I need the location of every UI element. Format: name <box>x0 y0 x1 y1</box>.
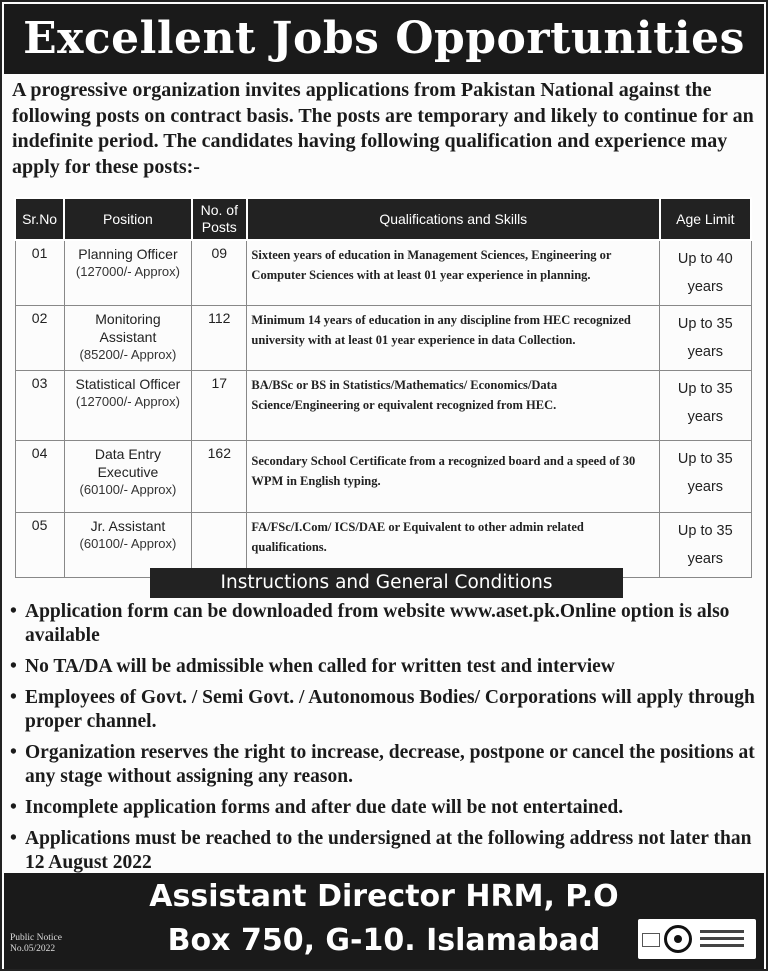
address-line1: Assistant Director HRM, P.O <box>149 879 619 914</box>
age-line2: years <box>687 344 724 360</box>
list-item <box>10 686 760 734</box>
conditions-list <box>10 600 760 882</box>
position-salary: (127000/- Approx) <box>75 264 180 279</box>
list-item <box>10 600 760 648</box>
row-qualification: Secondary School Certificate from a recognized board and a speed of 30 WPM in English typing. <box>247 441 660 513</box>
logo-text-icon <box>700 930 744 951</box>
age-line1: Up to 40 <box>677 251 733 267</box>
row-sr: 02 <box>15 306 64 371</box>
position-title: Statistical Officer <box>75 376 181 392</box>
list-item <box>10 796 760 820</box>
position-title: Jr. Assistant <box>90 518 166 534</box>
table-row <box>15 441 751 513</box>
age-line2: years <box>687 279 724 295</box>
condition-text: Applications must be reached to the undersigned at the following address not later than 12 August 2022 <box>25 828 752 873</box>
organization-logo-icon <box>638 919 756 959</box>
bullet-icon: • <box>10 656 17 677</box>
public-notice-no: No.05/2022 <box>10 944 56 954</box>
table-row <box>15 371 751 441</box>
position-salary: (60100/- Approx) <box>79 482 177 497</box>
row-age-limit <box>660 513 751 578</box>
public-notice-label: Public Notice <box>10 933 62 943</box>
header-posts-line1: No. of <box>200 202 238 218</box>
row-qualification: BA/BSc or BS in Statistics/Mathematics/ Economics/Data Science/Engineering or equivalent recognized from HEC. <box>247 371 660 441</box>
page-title: Excellent Jobs Opportunities <box>4 4 764 74</box>
row-qualification: Sixteen years of education in Management Sciences, Engineering or Computer Sciences with at least 01 year experience in planning. <box>247 240 660 306</box>
row-position <box>64 371 192 441</box>
header-sr: Sr.No <box>15 198 64 240</box>
row-age-limit <box>660 441 751 513</box>
condition-text: Organization reserves the right to increase, decrease, postpone or cancel the positions at any stage without assigning any reason. <box>25 742 755 787</box>
position-salary: (85200/- Approx) <box>79 347 177 362</box>
bullet-icon: • <box>10 687 17 708</box>
emblem-icon <box>642 933 660 947</box>
table-header-row <box>15 198 751 240</box>
row-age-limit <box>660 371 751 441</box>
instructions-heading: Instructions and General Conditions <box>150 568 623 598</box>
address-line2: Box 750, G-10. Islamabad <box>167 923 601 958</box>
bullet-icon: • <box>10 601 17 622</box>
position-title: Planning Officer <box>78 246 178 262</box>
row-sr: 03 <box>15 371 64 441</box>
age-line1: Up to 35 <box>677 451 733 467</box>
row-sr: 05 <box>15 513 64 578</box>
bullet-icon: • <box>10 797 17 818</box>
row-sr: 01 <box>15 240 64 306</box>
header-position: Position <box>64 198 192 240</box>
logo-mark-icon <box>664 925 692 953</box>
age-line1: Up to 35 <box>677 523 733 539</box>
jobs-table <box>14 197 752 578</box>
row-sr: 04 <box>15 441 64 513</box>
bullet-icon: • <box>10 742 17 763</box>
row-posts: 09 <box>192 240 247 306</box>
age-line1: Up to 35 <box>677 381 733 397</box>
list-item <box>10 741 760 789</box>
row-age-limit <box>660 306 751 371</box>
position-title: Data Entry Executive <box>94 446 162 480</box>
row-posts: 17 <box>192 371 247 441</box>
row-position <box>64 306 192 371</box>
position-salary: (60100/- Approx) <box>79 536 177 551</box>
age-line2: years <box>687 479 724 495</box>
row-posts: 112 <box>192 306 247 371</box>
row-position <box>64 240 192 306</box>
address-footer <box>4 873 764 969</box>
bullet-icon: • <box>10 828 17 849</box>
row-position <box>64 441 192 513</box>
row-qualification: FA/FSc/I.Com/ ICS/DAE or Equivalent to other admin related qualifications. <box>247 513 660 578</box>
header-age-limit: Age Limit <box>660 198 751 240</box>
intro-paragraph: A progressive organization invites applications from Pakistan National against the following posts on contract basis. The posts are temporary and likely to continue for an indefinite period. The candidates having following qualification and experience may apply for these posts:- <box>12 79 754 178</box>
list-item <box>10 655 760 679</box>
age-line2: years <box>687 551 724 567</box>
row-age-limit <box>660 240 751 306</box>
age-line1: Up to 35 <box>677 316 733 332</box>
header-posts <box>192 198 247 240</box>
header-posts-line2: Posts <box>201 219 237 235</box>
list-item <box>10 827 760 875</box>
row-posts: 162 <box>192 441 247 513</box>
condition-text: Application form can be downloaded from website www.aset.pk.Online option is also available <box>25 601 730 646</box>
header-qualifications: Qualifications and Skills <box>247 198 660 240</box>
position-salary: (127000/- Approx) <box>75 394 180 409</box>
public-notice-number <box>10 933 62 955</box>
position-title: Monitoring Assistant <box>95 311 161 345</box>
condition-text: Employees of Govt. / Semi Govt. / Autonomous Bodies/ Corporations will apply through proper channel. <box>25 687 755 732</box>
condition-text: Incomplete application forms and after due date will be not entertained. <box>25 797 624 818</box>
row-qualification: Minimum 14 years of education in any discipline from HEC recognized university with at least 01 year experience in data Collection. <box>247 306 660 371</box>
table-row <box>15 306 751 371</box>
table-row <box>15 240 751 306</box>
condition-text: No TA/DA will be admissible when called for written test and interview <box>25 656 615 677</box>
age-line2: years <box>687 409 724 425</box>
